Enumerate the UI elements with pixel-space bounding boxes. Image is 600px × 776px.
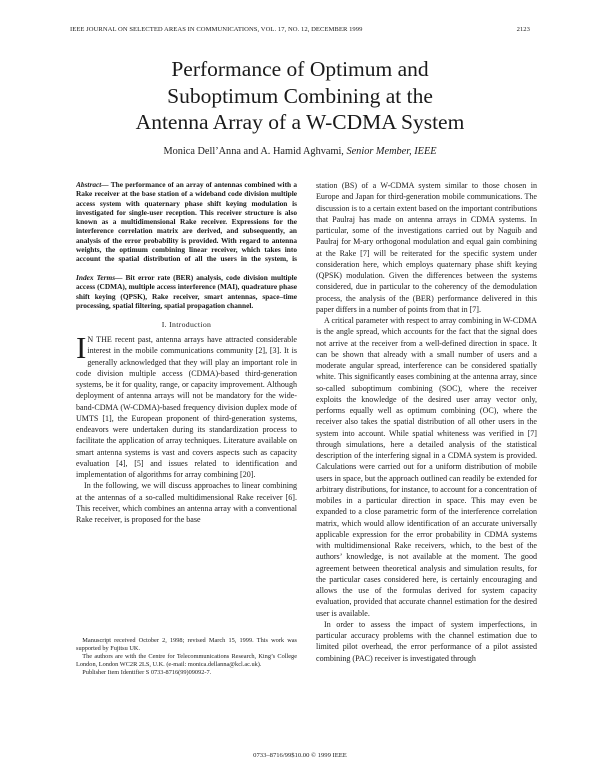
section-heading: I. Introduction bbox=[161, 320, 212, 329]
running-head bbox=[70, 26, 530, 36]
copyright-line: 0733–8716/99$10.00 © 1999 IEEE bbox=[253, 752, 347, 759]
footnote-identifier bbox=[76, 669, 297, 677]
footnote-received bbox=[76, 637, 297, 653]
index-terms bbox=[76, 273, 297, 310]
abstract bbox=[76, 180, 297, 263]
abstract-label: Abstract— bbox=[76, 180, 109, 189]
right-paragraph-3: In order to assess the impact of system imperfections, in particular accuracy problems with the channel estimation due to limited pilot overhead, the error performance of a pilot assisted combining (PAC) receiver is investigated through bbox=[316, 619, 537, 663]
paper-title bbox=[60, 56, 540, 136]
author-names: Monica Dell’Anna and A. Hamid Aghvami, bbox=[163, 146, 344, 157]
journal-info: IEEE JOURNAL ON SELECTED AREAS IN COMMUNICATIONS, VOL. 17, NO. 12, DECEMBER 1999 bbox=[70, 26, 363, 33]
title-line-3: Antenna Array of a W-CDMA System bbox=[135, 110, 465, 134]
title-line-2: Suboptimum Combining at the bbox=[167, 83, 433, 108]
intro-right-text bbox=[316, 180, 537, 733]
footnote-received-text: Manuscript received October 2, 1998; revised March 15, 1999. This work was supported by Fujitsu UK. bbox=[76, 637, 297, 653]
right-column bbox=[316, 180, 537, 733]
intro-paragraph-2: In the following, we will discuss approaches to linear combining at the antennas of a so-called multidimensional Rake receiver [6]. This receiver, which combines an antenna array with a conventional Rake receiver, is proposed for the base bbox=[76, 481, 297, 524]
author-membership: Senior Member, IEEE bbox=[346, 146, 437, 157]
intro-paragraph-1: N THE recent past, antenna arrays have attracted considerable interest in the mobile communications community [2], [3]. It is generally acknowledged that they will play an important role in code division multiple access (CDMA)-based third-generation systems, be it for quality, range, or capacity improvement. Although deployment of antenna arrays will not be mandatory for the wide-band-CDMA (W-CDMA)-based frequency division duplex mode of UMTS [1], the European proponent of third-generation systems, endeavors were undertaken during its standardization process to facilitate the application of array techniques. Literature available on smart antenna systems is vast and covers aspects such as capacity evaluation [4], [5] and issues related to identification and implementation of algorithms for array combining [20]. bbox=[76, 335, 297, 479]
left-column bbox=[76, 180, 297, 550]
author-line bbox=[60, 146, 540, 157]
footnote-identifier-text: Publisher Item Identifier S 0733-8716(99)09092-7. bbox=[82, 669, 212, 677]
index-terms-label: Index Terms— bbox=[76, 273, 123, 282]
right-paragraph-1: station (BS) of a W-CDMA system similar to those chosen in Europe and Japan for third-generation mobile communications. The discussion is to a certain extent based on the important contributions that Paulraj has made on antenna arrays in CDMA systems. In particular, some of the investigations carried out by Naguib and Paulraj for M-ary orthogonal modulation and equal gain combining at the Rake [7] will be reiterated for the specific system under consideration here, which employs quaternary phase shift keying (QPSK) modulation. Given the differences between the systems considered, due in particular to the coherency of the demodulation process, the analysis of the (BER) performance delivered in this paper differs in a number of points from that in [7]. bbox=[316, 181, 537, 314]
footnote-affiliation-text: The authors are with the Centre for Telecommunications Research, King’s College London, London WC2R 2LS, U.K. (e-mail: monica.dellanna@kcl.ac.uk). bbox=[76, 653, 297, 669]
drop-cap: I bbox=[76, 334, 87, 365]
right-paragraph-2: A critical parameter with respect to array combining in W-CDMA is the angle spread, which accounts for the fact that the signal does not arrive at the receiver from a well-defined direction in space. It can be shown that already with a small number of users and a moderate angular spread, interference can be considered spatially white. This significantly eases combining at the antenna array, since so-called suboptimum combining (SOC), where the receiver exploits the knowledge of the desired user array vector only, performs equally well as optimum combining (OC), where the receiver also takes the spatial distribution of all other users in the system into account. While spatial whiteness was verified in [7] through simulations, here a detailed analysis of the statistical description of the interfering signal in a CDMA system is provided. Calculations were carried out for a uniform distribution of mobile users in space, but the approach outlined can readily be extended for arbitrary distributions, for instance, to account for a concentration of mobiles in a particular direction in space. This may even be expanded to a close parametric form of the interference correlation matrix, which would allow identification of an accurate universally applicable expression for the error probability in CDMA systems with multidimensional Rake receivers, which, to the best of the authors’ knowledge, is not available at the moment. The good agreement between theoretical analysis and simulation results, for the particular cases considered here, is certainly encouraging and allows the use of the formulas derived for system capacity evaluation, provided that accurate channel estimation for the desired user is available. bbox=[316, 316, 537, 618]
abstract-text: The performance of an array of antennas combined with a Rake receiver at the base station of a wideband code division multiple access system with quaternary phase shift keying modulation is investigated for single-user reception. This receiver structure is also known as a multidimensional Rake receiver. Expressions for the interference correlation matrix are derived, and subsequently, an analysis of the error probability is provided. With regard to antenna weights, the optimum combining linear receiver, which takes into account the spatial distribution of all the users in the system, is bbox=[76, 180, 297, 263]
footnote-affiliation bbox=[76, 653, 297, 669]
title-line-1: Performance of Optimum and bbox=[171, 57, 429, 81]
index-terms-text: Bit error rate (BER) analysis, code division multiple access (CDMA), multiple access interference (MAI), quadrature phase shift keying (QPSK), Rake receiver, smart antennas, space–time processing, spatial filtering, spatial propagation channel. bbox=[76, 273, 297, 310]
footnotes bbox=[76, 637, 297, 693]
intro-left-text bbox=[76, 334, 297, 550]
page-number: 2123 bbox=[516, 26, 530, 33]
